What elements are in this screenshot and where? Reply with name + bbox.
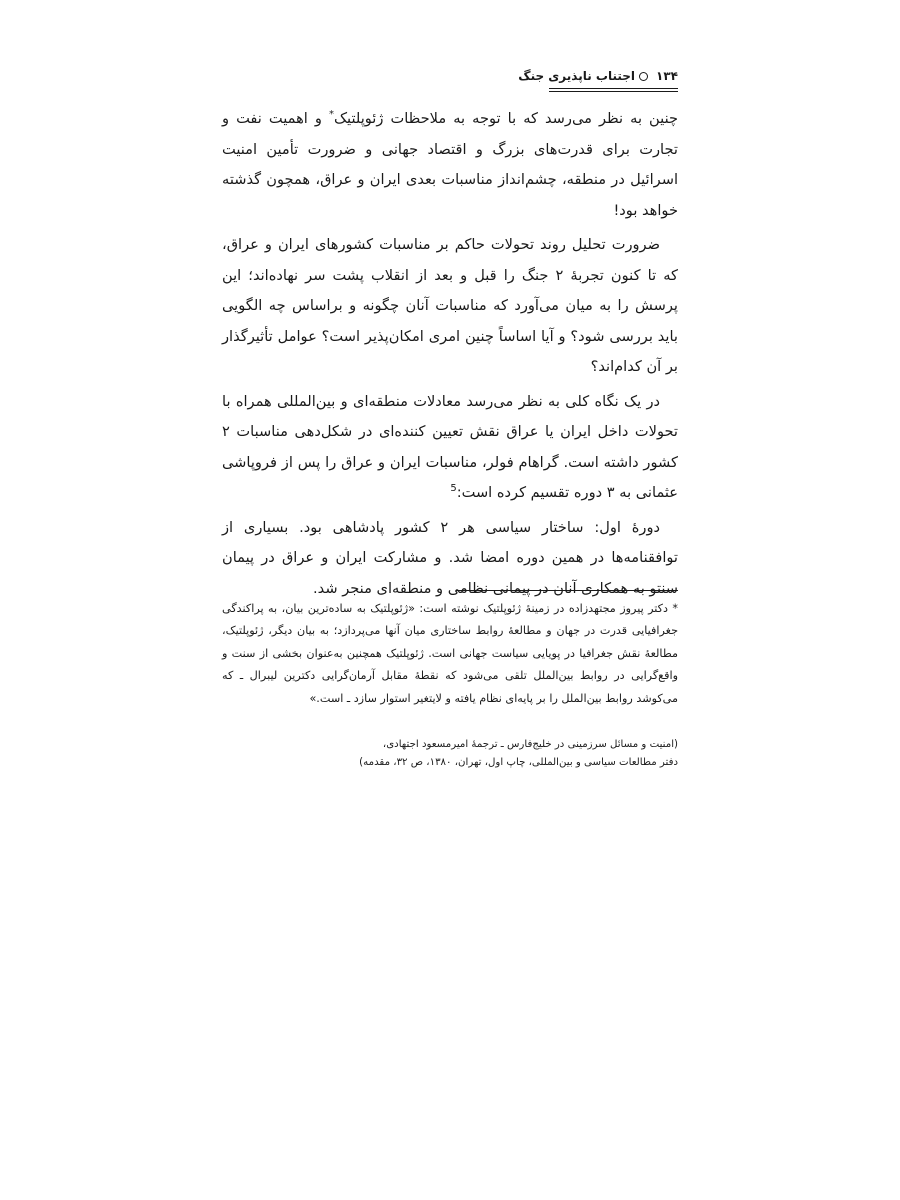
paragraph-3 <box>222 387 678 509</box>
footnote-citation <box>222 736 678 772</box>
endnote-number: 5 <box>450 483 457 495</box>
running-title: اجتناب ناپذیری جنگ <box>518 69 636 83</box>
page-number: ۱۳۴ <box>656 69 678 83</box>
paragraph-1-start: چنین به نظر می‌رسد که با توجه به ملاحظات ژئوپلتیک <box>334 110 678 127</box>
paragraph-2: ضرورت تحلیل روند تحولات حاکم بر مناسبات کشورهای ایران و عراق، که تا کنون تجربهٔ ۲ جنگ را قبل و بعد از انقلاب پشت سر نهاده‌اند؛ این پرسش را به میان می‌آورد که مناسبات آنان چگونه و براساس چه الگویی باید بررسی شود؟ و آیا اساساً چنین امری امکان‌پذیر است؟ عوامل تأثیرگذار بر آن کدام‌اند؟ <box>222 236 678 375</box>
body-text <box>222 104 678 608</box>
header-text <box>448 66 678 86</box>
footnote <box>222 598 678 710</box>
citation-line-1: (امنیت و مسائل سرزمینی در خلیج‌فارس ـ ترجمهٔ امیرمسعود اجتهادی، <box>382 739 678 750</box>
footnote-separator <box>456 590 678 591</box>
paragraph-1-end: و اهمیت نفت و تجارت برای قدرت‌های بزرگ و اقتصاد جهانی و ضرورت تأمین امنیت اسرائیل در منطقه، چشم‌انداز مناسبات بعدی ایران و عراق، همچون گذشته خواهد بود! <box>222 110 678 219</box>
paragraph-1 <box>222 104 678 226</box>
header-double-rule <box>549 88 678 92</box>
running-header <box>448 66 678 96</box>
circle-separator-icon <box>639 72 648 81</box>
paragraph-4: دورهٔ اول: ساختار سیاسی هر ۲ کشور پادشاهی بود. بسیاری از توافقنامه‌ها در همین دوره امضا شد. و مشارکت ایران و عراق در پیمان سنتو به همکاری آنان در پیمانی نظامی و منطقه‌ای منجر شد. <box>222 518 678 597</box>
footnote-marker: * <box>329 109 334 121</box>
footnote-text: * دکتر پیروز مجتهدزاده در زمینهٔ ژئوپلتیک نوشته است: «ژئوپلتیک به ساده‌ترین بیان، به پراکندگی جغرافیایی قدرت در جهان و مطالعهٔ روابط ساختاری میان آنها می‌پردازد؛ به بیان دیگر، ژئوپلتیک، مطالعهٔ نقش جغرافیا در پویایی سیاست جهانی است. ژئوپلتیک همچنین به‌عنوان بخشی از سنت و واقع‌گرایی در روابط بین‌الملل تلقی می‌شود که نقطهٔ مقابل آرمان‌گرایی دکترین لیبرال ـ که می‌کوشد روابط بین‌الملل را بر پایه‌ای نظام یافته و لایتغیر استوار سازد ـ است.» <box>222 602 678 705</box>
paragraph-3-text: در یک نگاه کلی به نظر می‌رسد معادلات منطقه‌ای و بین‌المللی همراه با تحولات داخل ایران یا عراق نقش تعیین کننده‌ای در شکل‌دهی مناسبات ۲ کشور داشته است. گراهام فولر، مناسبات ایران و عراق را پس از فروپاشی عثمانی به ۳ دوره تقسیم کرده است: <box>222 392 678 501</box>
citation-line-2: دفتر مطالعات سیاسی و بین‌المللی، چاپ اول، تهران، ۱۳۸۰، ص ۳۲، مقدمه) <box>359 757 678 768</box>
